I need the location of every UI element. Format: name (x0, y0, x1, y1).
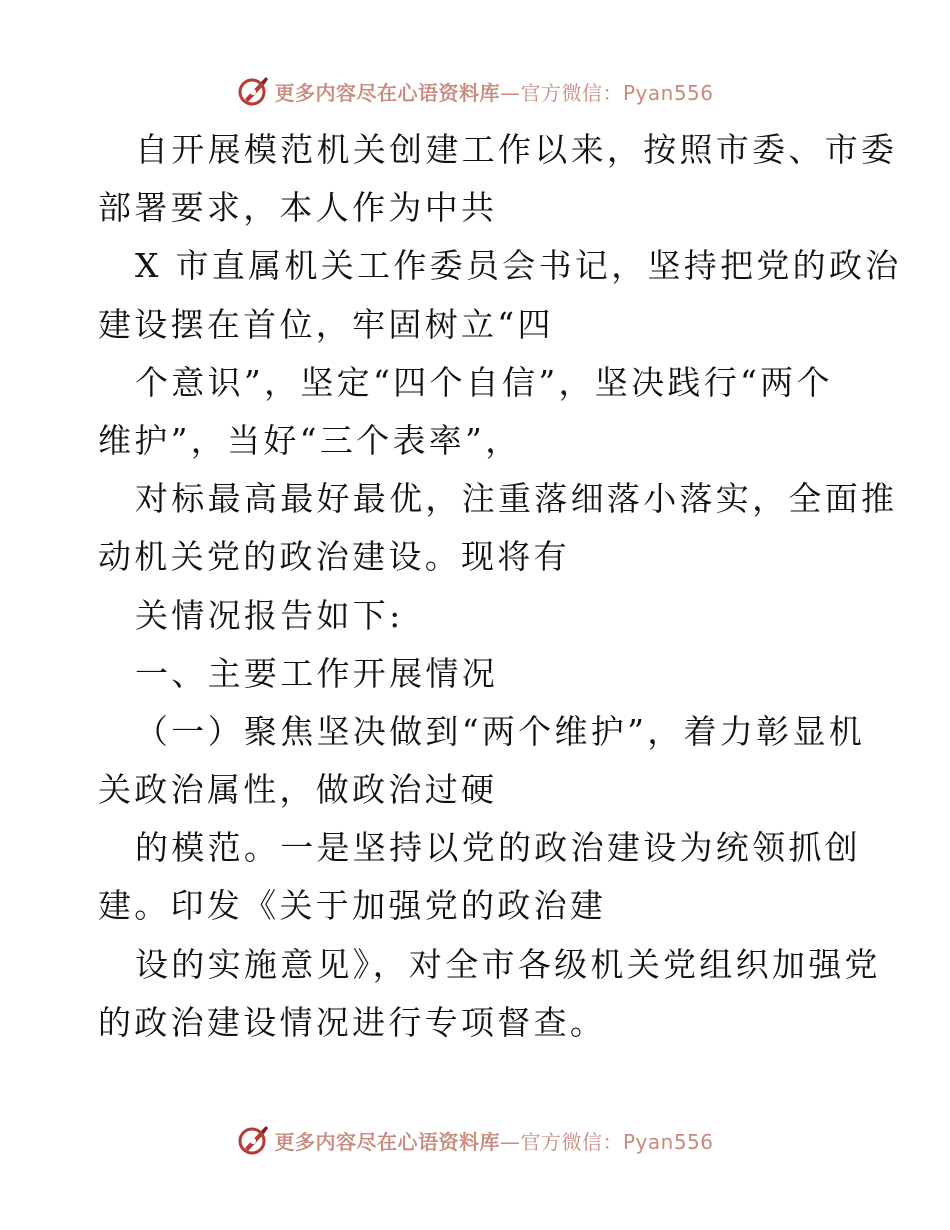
text-line: 的模范。一是坚持以党的政治建设为统领抓创 (135, 828, 861, 868)
text-line: 部署要求，本人作为中共 (98, 188, 498, 228)
text-line: 维护”，当好“三个表率”， (98, 420, 522, 460)
section-heading: 一、主要工作开展情况 (135, 653, 498, 693)
text-line: 关政治属性，做政治过硬 (98, 770, 498, 810)
watermark-text (274, 1126, 713, 1155)
watermark-main: 更多内容尽在心语资料库 (274, 1129, 500, 1154)
header-watermark (0, 71, 950, 111)
text-line: 个意识”，坚定“四个自信”，坚决践行“两个 (135, 362, 833, 402)
watermark-dash: — (499, 1129, 521, 1154)
footer-watermark (0, 1120, 950, 1160)
watermark-sub: 官方微信： (520, 1129, 623, 1154)
document-body (98, 121, 902, 1052)
watermark-sub: 官方微信： (520, 80, 623, 105)
watermark-main: 更多内容尽在心语资料库 (274, 80, 500, 105)
text-line: 关情况报告如下: (135, 595, 404, 635)
text-line: 自开展模范机关创建工作以来，按照市委、市委 (135, 130, 898, 169)
text-line: 建设摆在首位，牢固树立“四 (98, 304, 554, 344)
watermark-id: Pyan556 (622, 1129, 714, 1154)
text-line: X 市直属机关工作委员会书记，坚持把党的政治 (135, 246, 902, 286)
text-line: 对标最高最好最优，注重落细落小落实，全面推 (135, 479, 898, 519)
text-line: 设的实施意见》，对全市各级机关党组织加强党 (135, 944, 881, 984)
text-line: 动机关党的政治建设。现将有 (98, 537, 570, 577)
watermark-id: Pyan556 (622, 80, 714, 105)
text-line: 建。印发《关于加强党的政治建 (98, 886, 607, 926)
text-line: 的政治建设情况进行专项督查。 (98, 1002, 607, 1042)
watermark-dash: — (499, 80, 521, 105)
watermark-text (274, 77, 713, 106)
pen-logo-icon (236, 1123, 270, 1157)
subsection-heading: （一）聚焦坚决做到“两个维护”，着力彰显机 (135, 711, 866, 751)
pen-logo-icon (236, 74, 270, 108)
